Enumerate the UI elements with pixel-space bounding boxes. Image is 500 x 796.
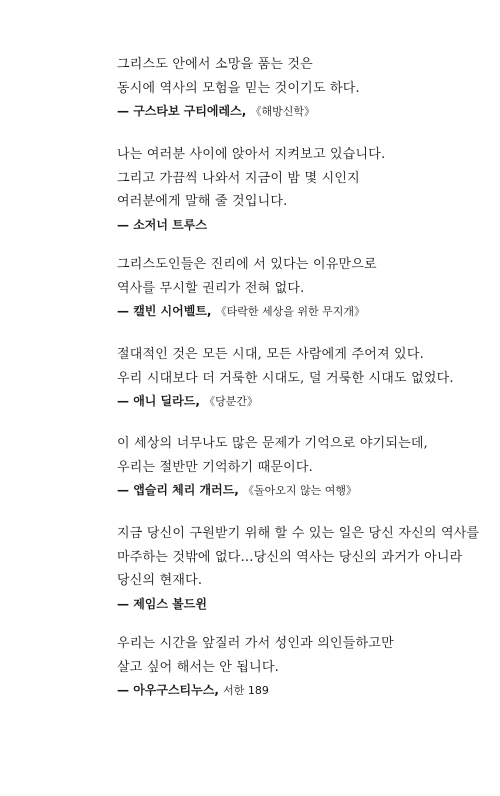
quote-block	[117, 143, 477, 237]
quote-line: 우리 시대보다 더 거룩한 시대도, 덜 거룩한 시대도 없었다.	[117, 370, 454, 386]
author-name: 캘빈 시어벨트,	[133, 304, 212, 318]
author-name: 아우구스티누스,	[133, 683, 219, 697]
quote-line: 마주하는 것밖에 없다…당신의 역사는 당신의 과거가 아니라	[117, 549, 463, 565]
quote-line: 우리는 절반만 기억하기 때문이다.	[117, 459, 313, 475]
attribution	[117, 479, 477, 502]
attribution	[117, 214, 477, 237]
attribution	[117, 100, 477, 123]
quote-line: 그리스도인들은 진리에 서 있다는 이유만으로	[117, 257, 377, 272]
em-dash: —	[117, 394, 129, 408]
quote-line: 당신의 현재다.	[117, 573, 203, 588]
em-dash: —	[117, 683, 129, 697]
author-name: 애니 딜라드,	[133, 394, 200, 408]
attribution	[117, 390, 477, 413]
em-dash: —	[117, 304, 129, 318]
author-name: 제임스 볼드윈	[133, 596, 207, 611]
source-title: 《당분간》	[204, 395, 258, 408]
quote-line: 역사를 무시할 권리가 전혀 없다.	[117, 280, 305, 296]
quote-line: 우리는 시간을 앞질러 가서 성인과 의인들하고만	[117, 636, 394, 651]
attribution	[117, 593, 477, 616]
quote-line: 이 세상의 너무나도 많은 문제가 기억으로 야기되는데,	[117, 436, 429, 451]
quote-line: 절대적인 것은 모든 시대, 모든 사람에게 주어져 있다.	[117, 347, 424, 362]
quote-line: 살고 싶어 해서는 안 됩니다.	[117, 659, 279, 675]
attribution	[117, 679, 477, 702]
quote-block	[117, 522, 480, 616]
quote-line: 그리스도 안에서 소망을 품는 것은	[117, 57, 313, 72]
quote-line: 그리고 가끔씩 나와서 지금이 밤 몇 시인지	[117, 170, 360, 186]
source-title: 《돌아오지 않는 여행》	[243, 484, 358, 497]
source-title: 《해방신학》	[250, 105, 315, 118]
quote-line: 동시에 역사의 모험을 믿는 것이기도 하다.	[117, 80, 360, 96]
em-dash: —	[117, 483, 129, 497]
quote-line: 나는 여러분 사이에 앉아서 지켜보고 있습니다.	[117, 147, 386, 162]
quote-line: 지금 당신이 구원받기 위해 할 수 있는 일은 당신 자신의 역사를	[117, 526, 480, 541]
author-name: 구스타보 구티에레스,	[133, 104, 247, 118]
quote-block	[117, 632, 477, 702]
quote-block	[117, 432, 477, 502]
attribution	[117, 300, 477, 323]
author-name: 앱슬리 체리 개러드,	[133, 483, 239, 497]
quote-line: 여러분에게 말해 줄 것입니다.	[117, 194, 288, 209]
quote-block	[117, 343, 477, 413]
source-title: 《타락한 세상을 위한 무지개》	[215, 305, 366, 318]
source-title: 서한 189	[223, 684, 269, 697]
author-name: 소저너 트루스	[133, 217, 207, 232]
quote-block	[117, 253, 477, 323]
quote-block	[117, 53, 477, 123]
em-dash: —	[117, 217, 129, 232]
em-dash: —	[117, 104, 129, 118]
em-dash: —	[117, 596, 129, 611]
